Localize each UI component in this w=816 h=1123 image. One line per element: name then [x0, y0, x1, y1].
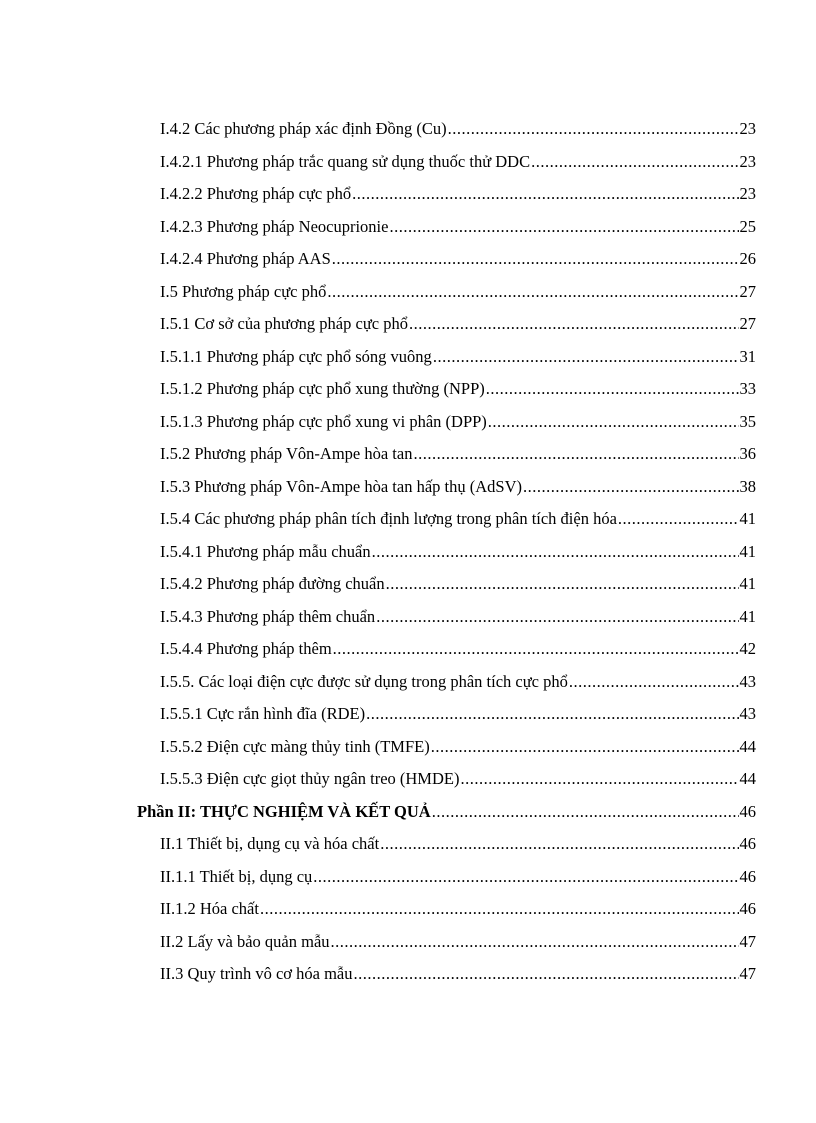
toc-entry [160, 471, 756, 504]
toc-entry-title: Phần II: THỰC NGHIỆM VÀ KẾT QUẢ [137, 801, 431, 821]
toc-dot-leader [433, 341, 739, 374]
toc-entry-title: I.5.4.2 Phương pháp đường chuẩn [160, 574, 385, 593]
toc-entry [160, 568, 756, 601]
toc-entry-title: I.4.2 Các phương pháp xác định Đồng (Cu) [160, 119, 447, 138]
toc-page-number: 31 [739, 346, 756, 366]
toc-dot-leader [386, 568, 739, 601]
toc-page-number: 33 [739, 379, 756, 398]
toc-page-number: 47 [739, 931, 756, 951]
toc-entry [160, 731, 756, 764]
toc-page-number: 23 [739, 151, 756, 171]
toc-dot-leader [448, 113, 739, 146]
toc-entry-title: II.1 Thiết bị, dụng cụ và hóa chất [160, 834, 380, 853]
toc-entry-title: II.3 Quy trình vô cơ hóa mẫu [160, 964, 353, 983]
toc-dot-leader [380, 828, 738, 861]
toc-dot-leader [460, 763, 738, 796]
toc-dot-leader [409, 308, 739, 341]
toc-entry-title: II.1.1 Thiết bị, dụng cụ [160, 866, 313, 886]
toc-dot-leader [523, 471, 739, 504]
toc-entry-title: I.5.4.1 Phương pháp mẫu chuẩn [160, 541, 371, 561]
toc-entry [160, 861, 756, 894]
toc-entry [160, 308, 756, 341]
toc-dot-leader [531, 146, 738, 179]
toc-entry [160, 406, 756, 439]
toc-entry-title: I.5.5.1 Cực rắn hình đĩa (RDE) [160, 704, 366, 723]
toc-page-number: 41 [739, 509, 756, 528]
toc-entry [160, 926, 756, 959]
toc-dot-leader [332, 243, 739, 276]
toc-entry-title: I.4.2.4 Phương pháp AAS [160, 249, 331, 268]
toc-entry-title: I.5.1.1 Phương pháp cực phổ sóng vuông [160, 346, 432, 366]
toc-dot-leader [413, 438, 738, 471]
toc-entry-title: I.5.1 Cơ sở của phương pháp cực phổ [160, 314, 408, 333]
toc-dot-leader [618, 503, 739, 536]
toc-page-number: 44 [739, 736, 756, 756]
toc-page-number: 23 [739, 119, 756, 138]
toc-entry-title: I.5.5.2 Điện cực màng thủy tinh (TMFE) [160, 736, 430, 756]
toc-entry [160, 373, 756, 406]
toc-page-number: 47 [739, 964, 756, 983]
toc-entry-title: I.5.5. Các loại điện cực được sử dụng trong phân tích cực phổ [160, 671, 568, 691]
toc-dot-leader [432, 796, 739, 829]
toc-dot-leader [486, 373, 739, 406]
toc-entry [160, 438, 756, 471]
toc-entry [160, 178, 756, 211]
toc-entry [160, 601, 756, 634]
toc-page-number: 46 [739, 834, 756, 853]
toc-dot-leader [366, 698, 738, 731]
toc-page-number: 23 [739, 184, 756, 203]
toc-dot-leader [389, 211, 738, 244]
toc-entry [160, 276, 756, 309]
toc-part-heading [137, 796, 756, 829]
toc-entry [160, 536, 756, 569]
toc-dot-leader [313, 861, 738, 894]
toc-page-number: 43 [739, 704, 756, 723]
toc-entry-title: II.2 Lấy và bảo quản mẫu [160, 931, 330, 951]
toc-page-number: 46 [739, 899, 756, 918]
toc-page-number: 35 [739, 411, 756, 431]
toc-entry-title: I.5.2 Phương pháp Vôn-Ampe hòa tan [160, 444, 413, 463]
toc-entry [160, 666, 756, 699]
toc-dot-leader [488, 406, 739, 439]
toc-page-number: 27 [739, 314, 756, 333]
toc-entry [160, 243, 756, 276]
toc-entry-title: I.5.1.2 Phương pháp cực phổ xung thường (NPP) [160, 379, 485, 398]
toc-page-number: 26 [739, 249, 756, 268]
toc-entry-title: I.5.1.3 Phương pháp cực phổ xung vi phân (DPP) [160, 411, 487, 431]
toc-page-number: 25 [739, 216, 756, 236]
toc-entry [160, 763, 756, 796]
toc-page-number: 43 [739, 671, 756, 691]
toc-page-number: 41 [739, 574, 756, 593]
toc-entry [160, 503, 756, 536]
toc-dot-leader [327, 276, 738, 309]
toc-dot-leader [569, 666, 739, 699]
toc-page-number: 42 [739, 639, 756, 658]
table-of-contents [0, 113, 816, 991]
toc-dot-leader [333, 633, 739, 666]
toc-dot-leader [260, 893, 739, 926]
toc-dot-leader [353, 958, 738, 991]
toc-entry [160, 698, 756, 731]
toc-dot-leader [352, 178, 738, 211]
toc-page-number: 46 [739, 801, 756, 821]
toc-entry [160, 341, 756, 374]
toc-entry-title: I.4.2.2 Phương pháp cực phổ [160, 184, 352, 203]
toc-page-number: 36 [739, 444, 756, 463]
toc-page-number: 46 [739, 866, 756, 886]
toc-page-number: 41 [739, 606, 756, 626]
toc-dot-leader [372, 536, 739, 569]
toc-page-number: 38 [739, 476, 756, 496]
toc-entry-title: I.5.4.4 Phương pháp thêm [160, 639, 332, 658]
toc-entry-title: I.5.4 Các phương pháp phân tích định lượng trong phân tích điện hóa [160, 509, 617, 528]
toc-entry [160, 113, 756, 146]
toc-entry-title: II.1.2 Hóa chất [160, 899, 259, 918]
toc-entry [160, 211, 756, 244]
toc-page-number: 44 [739, 769, 756, 788]
toc-entry [160, 633, 756, 666]
toc-entry [160, 828, 756, 861]
toc-entry-title: I.5.3 Phương pháp Vôn-Ampe hòa tan hấp thụ (AdSV) [160, 476, 522, 496]
toc-entry [160, 958, 756, 991]
toc-entry-title: I.4.2.3 Phương pháp Neocuprionie [160, 216, 389, 236]
toc-dot-leader [376, 601, 738, 634]
toc-entry [160, 893, 756, 926]
toc-entry-title: I.5 Phương pháp cực phổ [160, 281, 327, 301]
toc-page-number: 27 [739, 281, 756, 301]
toc-entry-title: I.4.2.1 Phương pháp trắc quang sử dụng thuốc thử DDC [160, 151, 531, 171]
toc-page-number: 41 [739, 541, 756, 561]
toc-entry [160, 146, 756, 179]
toc-dot-leader [431, 731, 739, 764]
toc-entry-title: I.5.5.3 Điện cực giọt thủy ngân treo (HMDE) [160, 769, 460, 788]
toc-dot-leader [331, 926, 739, 959]
toc-entry-title: I.5.4.3 Phương pháp thêm chuẩn [160, 606, 376, 626]
